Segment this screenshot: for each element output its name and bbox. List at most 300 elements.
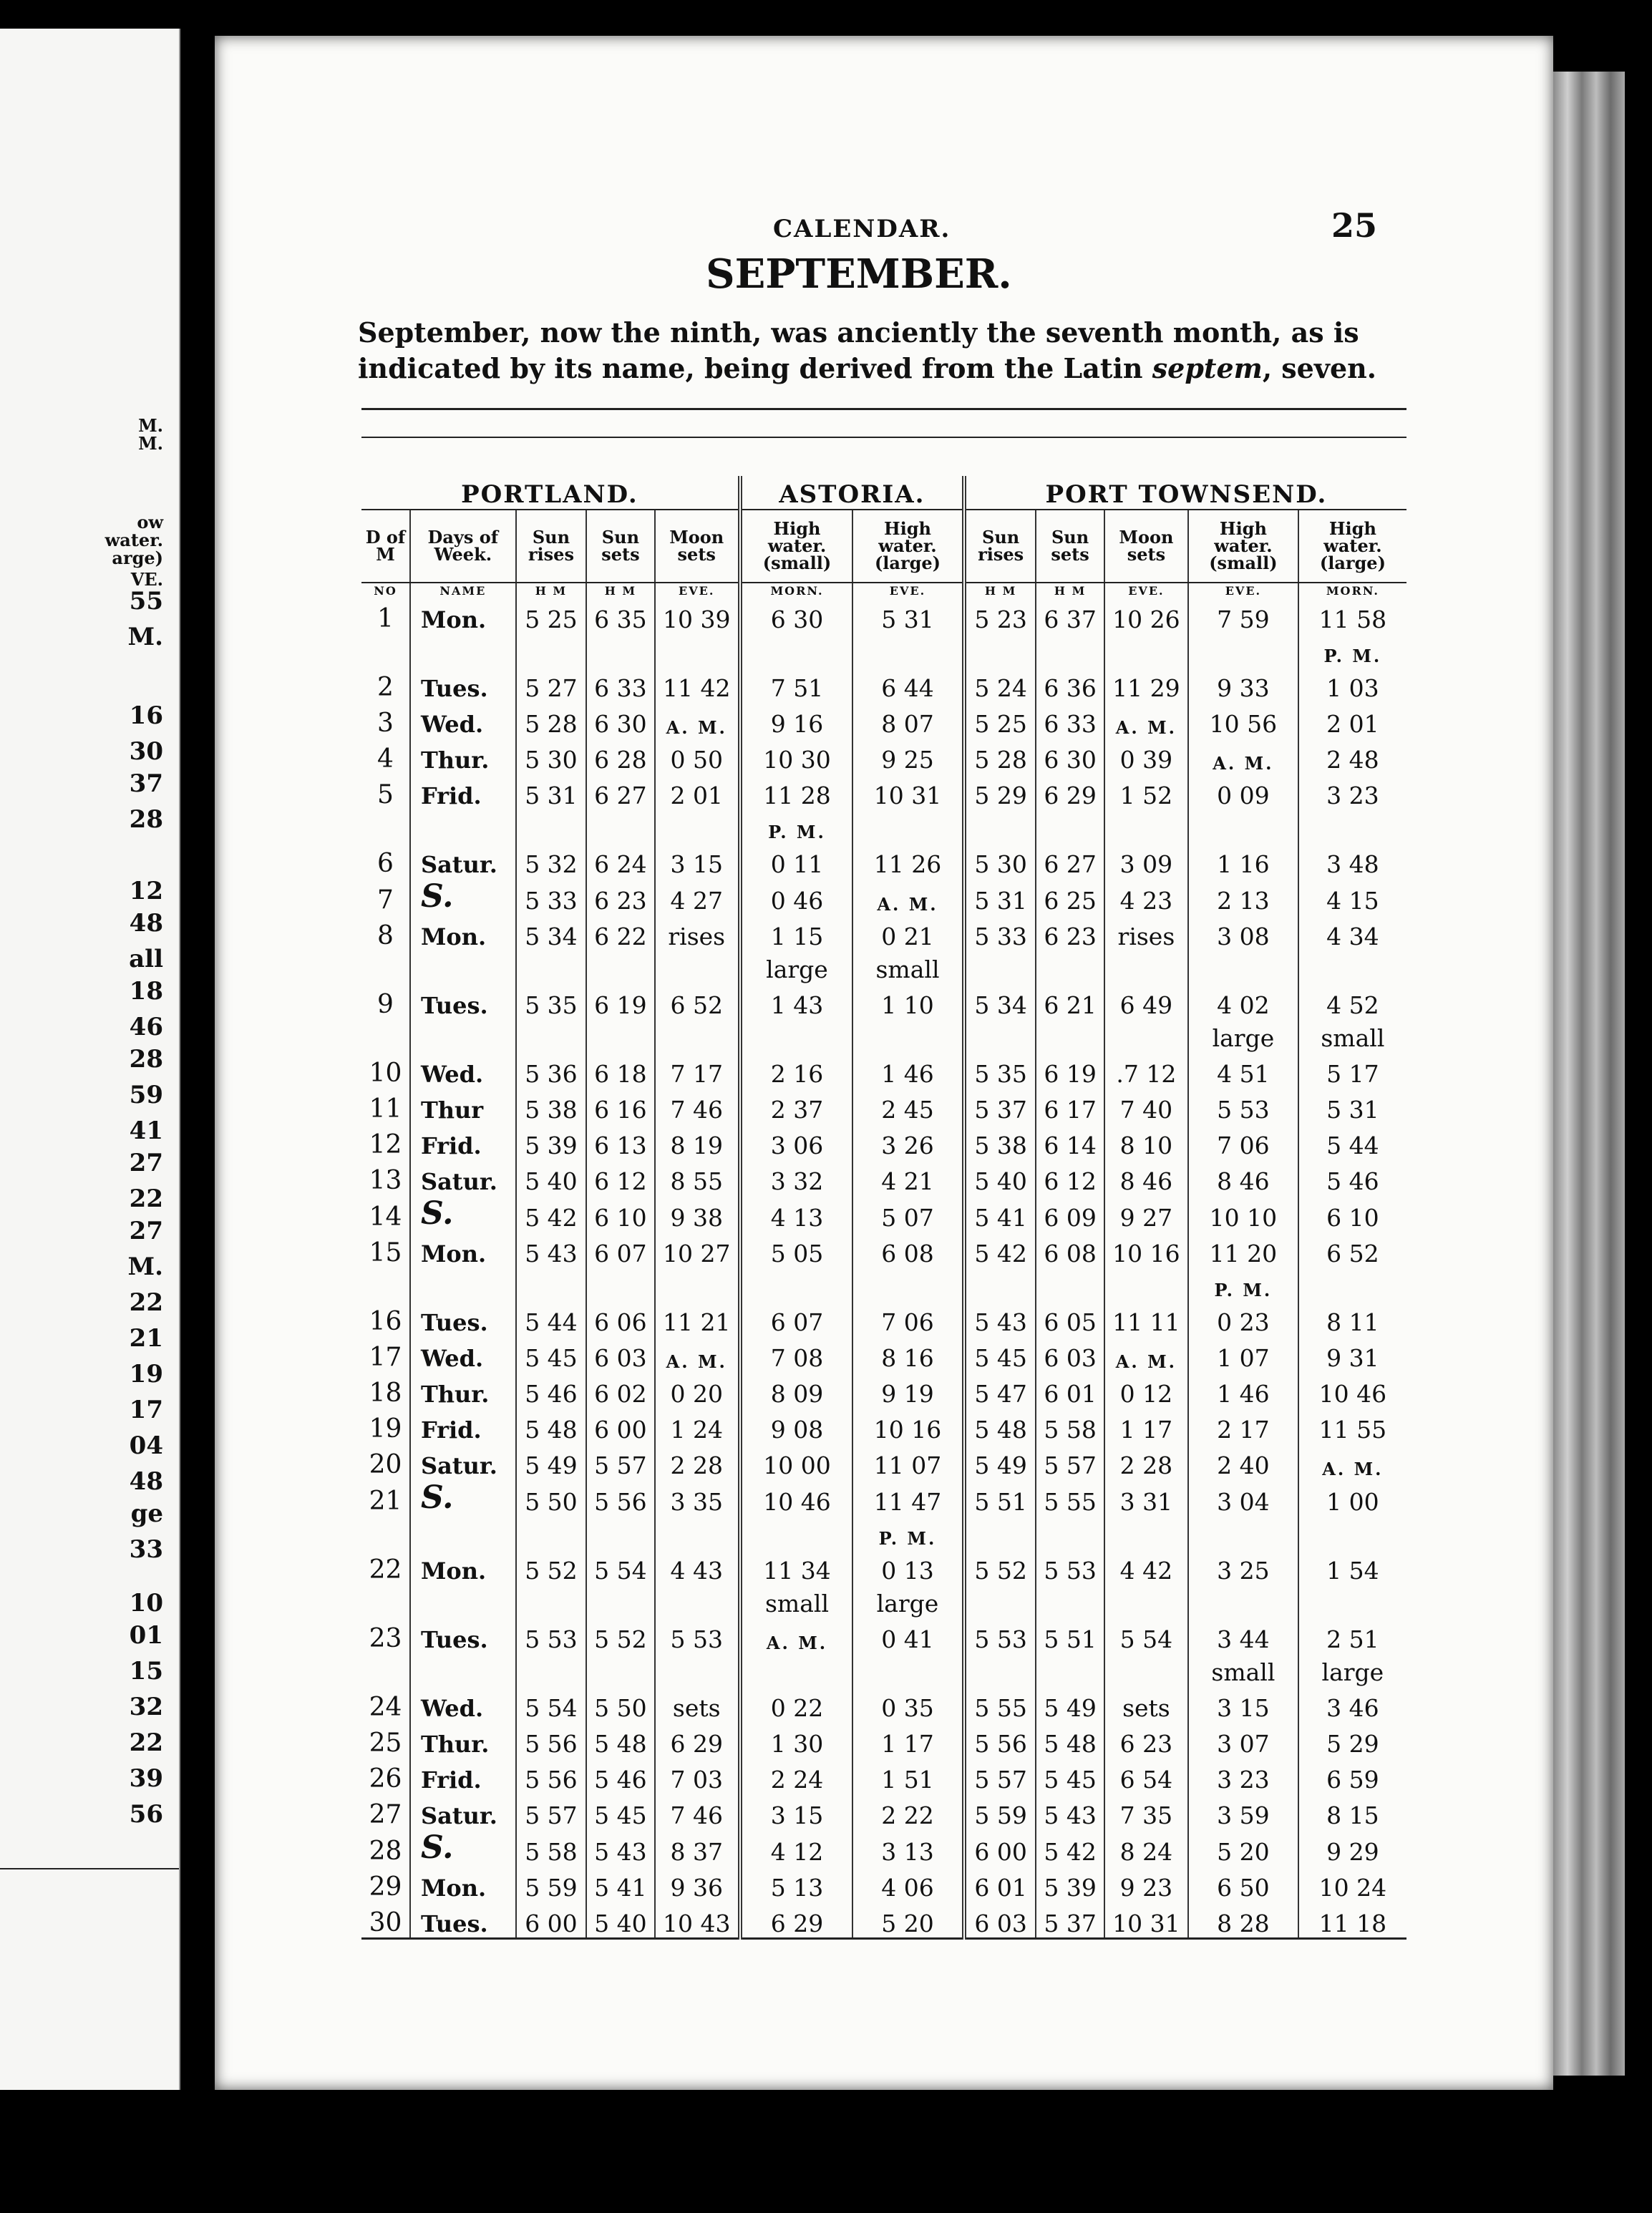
pt-high-water-small: 11 20	[1188, 1232, 1298, 1268]
pt-moon-sets	[1104, 1653, 1188, 1686]
portland-sun-sets: 6 30	[586, 702, 654, 738]
table-sub-row	[361, 1268, 1406, 1300]
pt-sun-sets	[1036, 1019, 1104, 1052]
pt-moon-sets: A. M.	[1104, 702, 1188, 738]
previous-page-fragment: 56	[129, 1800, 163, 1829]
pt-high-water-large	[1298, 1516, 1406, 1549]
pt-high-water-large: 11 55	[1298, 1408, 1406, 1444]
pt-moon-sets: 8 10	[1104, 1124, 1188, 1159]
portland-sun-rises: 5 40	[516, 1159, 587, 1195]
portland-sun-sets: 6 22	[586, 915, 654, 950]
portland-sun-sets	[586, 1268, 654, 1300]
portland-sun-sets: 6 35	[586, 598, 654, 633]
table-row	[361, 1372, 1406, 1408]
portland-sun-rises: 5 33	[516, 878, 587, 915]
unit-eve: EVE.	[1104, 583, 1188, 598]
day-of-month	[361, 1268, 410, 1300]
pt-moon-sets: 0 39	[1104, 738, 1188, 774]
pt-moon-sets: 8 46	[1104, 1159, 1188, 1195]
day-of-month: 29	[369, 1872, 402, 1902]
col-pt-hw-small: High water. (small)	[1188, 510, 1298, 583]
day-of-month: 17	[369, 1343, 402, 1372]
pt-high-water-large: 11 58	[1298, 598, 1406, 633]
pt-high-water-small: 10 56	[1188, 702, 1298, 738]
pt-high-water-large: 5 17	[1298, 1052, 1406, 1088]
portland-sun-rises: 5 56	[516, 1722, 587, 1758]
table-row	[361, 1758, 1406, 1794]
table-row	[361, 1794, 1406, 1829]
pt-sun-rises: 5 42	[964, 1232, 1036, 1268]
portland-moon-sets: 9 38	[655, 1195, 740, 1232]
previous-page-edge	[0, 29, 180, 2090]
pt-high-water-large	[1298, 1268, 1406, 1300]
portland-sun-sets: 6 10	[586, 1195, 654, 1232]
table-row	[361, 1902, 1406, 1939]
astoria-high-water-large: 2 45	[852, 1088, 964, 1124]
day-of-month: 21	[369, 1487, 402, 1516]
pt-moon-sets: 10 26	[1104, 598, 1188, 633]
pt-moon-sets: sets	[1104, 1686, 1188, 1722]
previous-page-fragment: 01	[129, 1621, 163, 1650]
astoria-high-water-large	[852, 633, 964, 666]
pt-high-water-small: 3 59	[1188, 1794, 1298, 1829]
day-of-week: Tues.	[410, 666, 516, 702]
day-of-week: Tues.	[410, 1902, 516, 1939]
portland-moon-sets: 10 43	[655, 1902, 740, 1939]
pt-moon-sets	[1104, 1268, 1188, 1300]
pt-sun-rises	[964, 1516, 1036, 1549]
pt-sun-sets: 6 27	[1036, 842, 1104, 878]
day-of-week	[410, 1019, 516, 1052]
pt-sun-rises: 5 28	[964, 738, 1036, 774]
pt-sun-rises: 5 30	[964, 842, 1036, 878]
pt-high-water-large: A. M.	[1298, 1444, 1406, 1479]
pt-sun-sets	[1036, 950, 1104, 983]
astoria-high-water-large: 3 13	[852, 1829, 964, 1866]
portland-sun-sets: 6 03	[586, 1336, 654, 1372]
pt-high-water-small: 8 46	[1188, 1159, 1298, 1195]
pt-high-water-small: 2 13	[1188, 878, 1298, 915]
portland-moon-sets: 8 19	[655, 1124, 740, 1159]
table-sub-row	[361, 1585, 1406, 1618]
pt-sun-rises: 5 43	[964, 1300, 1036, 1336]
pt-high-water-small: 1 07	[1188, 1336, 1298, 1372]
pt-high-water-small: P. M.	[1188, 1268, 1298, 1300]
pt-moon-sets	[1104, 1585, 1188, 1618]
pt-moon-sets: 9 23	[1104, 1866, 1188, 1902]
astoria-high-water-small: 5 05	[740, 1232, 852, 1268]
table-sub-row	[361, 950, 1406, 983]
day-of-week	[410, 1268, 516, 1300]
portland-moon-sets: 6 52	[655, 983, 740, 1019]
pt-sun-sets: 6 19	[1036, 1052, 1104, 1088]
astoria-high-water-large: 0 21	[852, 915, 964, 950]
table-sub-row	[361, 809, 1406, 842]
pt-high-water-large: 3 23	[1298, 774, 1406, 809]
astoria-high-water-small	[740, 1019, 852, 1052]
day-of-week: Frid.	[410, 1124, 516, 1159]
pt-sun-rises	[964, 1585, 1036, 1618]
pt-high-water-large: 4 15	[1298, 878, 1406, 915]
pt-sun-sets: 5 58	[1036, 1408, 1104, 1444]
day-of-week: Mon.	[410, 915, 516, 950]
portland-sun-sets: 6 28	[586, 738, 654, 774]
pt-high-water-small	[1188, 950, 1298, 983]
day-of-week: Satur.	[410, 842, 516, 878]
pt-high-water-small: A. M.	[1188, 738, 1298, 774]
day-of-month: 19	[369, 1414, 402, 1444]
unit-name: NAME	[410, 583, 516, 598]
pt-high-water-large: large	[1298, 1653, 1406, 1686]
table-row	[361, 598, 1406, 633]
pt-high-water-large: 1 03	[1298, 666, 1406, 702]
astoria-high-water-large: 9 19	[852, 1372, 964, 1408]
pt-sun-sets	[1036, 1516, 1104, 1549]
day-of-month: 4	[377, 744, 394, 774]
pt-high-water-small: 7 59	[1188, 598, 1298, 633]
portland-moon-sets: 3 35	[655, 1479, 740, 1516]
portland-sun-sets: 6 07	[586, 1232, 654, 1268]
portland-moon-sets: 7 03	[655, 1758, 740, 1794]
pt-sun-rises: 5 33	[964, 915, 1036, 950]
pt-high-water-large: 11 18	[1298, 1902, 1406, 1939]
portland-sun-sets: 6 06	[586, 1300, 654, 1336]
astoria-high-water-small: 5 13	[740, 1866, 852, 1902]
day-of-week	[410, 633, 516, 666]
pt-sun-sets: 5 43	[1036, 1794, 1104, 1829]
pt-sun-rises: 5 56	[964, 1722, 1036, 1758]
pt-high-water-small	[1188, 809, 1298, 842]
portland-sun-rises: 5 58	[516, 1829, 587, 1866]
day-of-month: 15	[369, 1238, 402, 1268]
pt-high-water-small: 3 04	[1188, 1479, 1298, 1516]
pt-moon-sets: 10 16	[1104, 1232, 1188, 1268]
astoria-high-water-large: 5 31	[852, 598, 964, 633]
pt-sun-rises	[964, 1653, 1036, 1686]
pt-moon-sets: 4 42	[1104, 1549, 1188, 1585]
day-of-week: S.	[410, 878, 516, 915]
pt-sun-sets: 6 01	[1036, 1372, 1104, 1408]
portland-moon-sets: 11 21	[655, 1300, 740, 1336]
day-of-week: Thur.	[410, 1722, 516, 1758]
table-row	[361, 1722, 1406, 1758]
pt-moon-sets: A. M.	[1104, 1336, 1188, 1372]
portland-sun-sets: 5 46	[586, 1758, 654, 1794]
pt-sun-rises	[964, 1268, 1036, 1300]
portland-moon-sets	[655, 1268, 740, 1300]
day-of-week: Mon.	[410, 1866, 516, 1902]
astoria-high-water-small: A. M.	[740, 1618, 852, 1653]
day-of-month: 25	[369, 1728, 402, 1758]
unit-eve: EVE.	[655, 583, 740, 598]
col-astoria-hw-large: High water. (large)	[852, 510, 964, 583]
day-of-week: S.	[410, 1479, 516, 1516]
table-row	[361, 1159, 1406, 1195]
day-of-week	[410, 1585, 516, 1618]
pt-moon-sets: 7 40	[1104, 1088, 1188, 1124]
previous-page-fragment: 39	[129, 1764, 163, 1793]
day-of-week: Thur.	[410, 1372, 516, 1408]
pt-sun-rises: 5 34	[964, 983, 1036, 1019]
col-pt-hw-large: High water. (large)	[1298, 510, 1406, 583]
unit-no: NO	[374, 584, 397, 598]
pt-sun-rises: 5 35	[964, 1052, 1036, 1088]
pt-sun-sets: 6 08	[1036, 1232, 1104, 1268]
portland-sun-sets	[586, 950, 654, 983]
table-row	[361, 1124, 1406, 1159]
portland-sun-sets: 5 54	[586, 1549, 654, 1585]
portland-sun-sets	[586, 1653, 654, 1686]
portland-sun-sets: 5 52	[586, 1618, 654, 1653]
previous-page-fragment: 46	[129, 1013, 163, 1041]
previous-page-fragment: 27	[129, 1217, 163, 1245]
calendar-page	[215, 36, 1553, 2090]
pt-moon-sets	[1104, 809, 1188, 842]
pt-high-water-large: 3 46	[1298, 1686, 1406, 1722]
pt-moon-sets: 5 54	[1104, 1618, 1188, 1653]
pt-high-water-large: small	[1298, 1019, 1406, 1052]
day-of-month: 12	[369, 1130, 402, 1159]
unit-eve: EVE.	[852, 583, 964, 598]
astoria-high-water-large: 5 07	[852, 1195, 964, 1232]
unit-hm: H M	[586, 583, 654, 598]
pt-moon-sets: 2 28	[1104, 1444, 1188, 1479]
portland-sun-rises: 5 35	[516, 983, 587, 1019]
pt-high-water-large: 1 00	[1298, 1479, 1406, 1516]
portland-moon-sets	[655, 1019, 740, 1052]
day-of-month	[361, 1516, 410, 1549]
col-pt-sun-rises: Sun rises	[964, 510, 1036, 583]
day-of-week: Frid.	[410, 1408, 516, 1444]
portland-sun-rises: 5 34	[516, 915, 587, 950]
table-row	[361, 1408, 1406, 1444]
pt-moon-sets	[1104, 633, 1188, 666]
pt-moon-sets: 10 31	[1104, 1902, 1188, 1939]
previous-page-fragment: 04	[129, 1431, 163, 1460]
pt-sun-rises: 5 29	[964, 774, 1036, 809]
pt-high-water-large: 9 31	[1298, 1336, 1406, 1372]
pt-high-water-large: P. M.	[1298, 633, 1406, 666]
portland-sun-sets: 6 12	[586, 1159, 654, 1195]
pt-sun-rises: 5 47	[964, 1372, 1036, 1408]
day-of-month: 14	[369, 1202, 402, 1232]
astoria-high-water-small: 7 08	[740, 1336, 852, 1372]
pt-moon-sets: 6 49	[1104, 983, 1188, 1019]
col-portland-sun-sets: Sun sets	[586, 510, 654, 583]
astoria-high-water-small: 2 37	[740, 1088, 852, 1124]
astoria-high-water-small: 11 34	[740, 1549, 852, 1585]
pt-sun-sets: 5 45	[1036, 1758, 1104, 1794]
portland-moon-sets	[655, 809, 740, 842]
previous-page-fragment: 18	[129, 977, 163, 1006]
day-of-week: Wed.	[410, 1336, 516, 1372]
pt-high-water-large	[1298, 809, 1406, 842]
astoria-high-water-small: 2 24	[740, 1758, 852, 1794]
portland-moon-sets: 4 27	[655, 878, 740, 915]
previous-page-fragment: M.	[127, 623, 163, 651]
pt-high-water-small	[1188, 1516, 1298, 1549]
portland-moon-sets: 5 53	[655, 1618, 740, 1653]
pt-sun-sets: 5 48	[1036, 1722, 1104, 1758]
place-portland: PORTLAND.	[361, 476, 740, 510]
pt-moon-sets: 0 12	[1104, 1372, 1188, 1408]
pt-sun-rises: 6 01	[964, 1866, 1036, 1902]
previous-page-fragment: M.	[138, 415, 163, 436]
astoria-high-water-large: 3 26	[852, 1124, 964, 1159]
portland-sun-rises: 5 39	[516, 1124, 587, 1159]
previous-page-fragment: water.	[105, 530, 163, 550]
previous-page-fragment: 10	[129, 1589, 163, 1618]
astoria-high-water-small: 0 22	[740, 1686, 852, 1722]
portland-sun-rises	[516, 1585, 587, 1618]
previous-page-fragment: 28	[129, 805, 163, 834]
day-of-week: Wed.	[410, 1686, 516, 1722]
astoria-high-water-small: large	[740, 950, 852, 983]
astoria-high-water-large: 1 17	[852, 1722, 964, 1758]
pt-sun-rises: 5 49	[964, 1444, 1036, 1479]
day-of-week: Satur.	[410, 1444, 516, 1479]
portland-sun-rises: 5 32	[516, 842, 587, 878]
previous-page-fragment: M.	[127, 1253, 163, 1281]
table-row	[361, 1618, 1406, 1653]
portland-sun-rises: 5 48	[516, 1408, 587, 1444]
col-day-of-month: D of M	[361, 510, 410, 583]
portland-moon-sets	[655, 633, 740, 666]
portland-moon-sets: 7 46	[655, 1088, 740, 1124]
previous-page-fragment: 16	[129, 701, 163, 730]
col-day-of-week: Days of Week.	[410, 510, 516, 583]
pt-high-water-large: 3 48	[1298, 842, 1406, 878]
table-row	[361, 774, 1406, 809]
day-of-month: 9	[377, 990, 394, 1019]
day-of-month: 11	[369, 1094, 402, 1124]
unit-morn: MORN.	[1298, 583, 1406, 598]
table-row	[361, 1300, 1406, 1336]
portland-sun-sets: 6 00	[586, 1408, 654, 1444]
unit-eve: EVE.	[1188, 583, 1298, 598]
top-rule	[361, 408, 1406, 410]
astoria-high-water-large	[852, 1653, 964, 1686]
pt-sun-sets	[1036, 1653, 1104, 1686]
pt-sun-rises: 5 52	[964, 1549, 1036, 1585]
portland-sun-rises: 5 36	[516, 1052, 587, 1088]
pt-high-water-large: 10 24	[1298, 1866, 1406, 1902]
table-row	[361, 983, 1406, 1019]
pt-moon-sets: .7 12	[1104, 1052, 1188, 1088]
portland-sun-rises	[516, 809, 587, 842]
intro-paragraph	[358, 315, 1389, 386]
pt-moon-sets: 1 17	[1104, 1408, 1188, 1444]
pt-sun-sets: 5 51	[1036, 1618, 1104, 1653]
pt-moon-sets	[1104, 1516, 1188, 1549]
day-of-week: Frid.	[410, 1758, 516, 1794]
day-of-month: 5	[377, 780, 394, 809]
pt-moon-sets: 11 11	[1104, 1300, 1188, 1336]
table-row	[361, 1549, 1406, 1585]
astoria-high-water-small: 10 46	[740, 1479, 852, 1516]
table-row	[361, 702, 1406, 738]
day-of-month: 3	[377, 709, 394, 738]
col-portland-sun-rises: Sun rises	[516, 510, 587, 583]
astoria-high-water-large: 5 20	[852, 1902, 964, 1939]
astoria-high-water-large: 0 35	[852, 1686, 964, 1722]
portland-sun-sets: 5 50	[586, 1686, 654, 1722]
astoria-high-water-large: 9 25	[852, 738, 964, 774]
pt-moon-sets: 4 23	[1104, 878, 1188, 915]
day-of-month: 24	[369, 1693, 402, 1722]
day-of-week	[410, 950, 516, 983]
astoria-high-water-large: P. M.	[852, 1516, 964, 1549]
previous-page-fragment: 33	[129, 1535, 163, 1564]
pt-moon-sets	[1104, 950, 1188, 983]
pt-sun-rises: 5 48	[964, 1408, 1036, 1444]
pt-high-water-large: 10 46	[1298, 1372, 1406, 1408]
astoria-high-water-small: 3 15	[740, 1794, 852, 1829]
astoria-high-water-small: 6 07	[740, 1300, 852, 1336]
pt-high-water-large: 8 15	[1298, 1794, 1406, 1829]
table-row	[361, 915, 1406, 950]
day-of-month	[361, 950, 410, 983]
pt-sun-rises	[964, 809, 1036, 842]
portland-moon-sets: 9 36	[655, 1866, 740, 1902]
day-of-month: 28	[369, 1837, 402, 1866]
table-row	[361, 842, 1406, 878]
portland-sun-rises: 5 42	[516, 1195, 587, 1232]
portland-moon-sets: 7 46	[655, 1794, 740, 1829]
day-of-month: 7	[377, 885, 394, 915]
portland-sun-rises: 5 30	[516, 738, 587, 774]
astoria-high-water-large: 1 10	[852, 983, 964, 1019]
day-of-month: 23	[369, 1624, 402, 1653]
pt-sun-rises	[964, 950, 1036, 983]
pt-sun-rises: 5 38	[964, 1124, 1036, 1159]
day-of-week: Mon.	[410, 1232, 516, 1268]
pt-high-water-small: 1 46	[1188, 1372, 1298, 1408]
day-of-week: Wed.	[410, 702, 516, 738]
pt-sun-sets: 6 33	[1036, 702, 1104, 738]
previous-page-fragment: M.	[138, 433, 163, 454]
portland-sun-sets: 6 13	[586, 1124, 654, 1159]
page-number: 25	[1331, 206, 1378, 245]
col-pt-sun-sets: Sun sets	[1036, 510, 1104, 583]
portland-moon-sets: 11 42	[655, 666, 740, 702]
pt-high-water-large: 4 34	[1298, 915, 1406, 950]
pt-high-water-large	[1298, 950, 1406, 983]
pt-sun-sets: 5 39	[1036, 1866, 1104, 1902]
day-of-month: 18	[369, 1378, 402, 1408]
pt-high-water-large: 2 51	[1298, 1618, 1406, 1653]
table-row	[361, 1866, 1406, 1902]
pt-sun-sets: 6 21	[1036, 983, 1104, 1019]
unit-morn: MORN.	[740, 583, 852, 598]
portland-moon-sets: 1 24	[655, 1408, 740, 1444]
table-row	[361, 1829, 1406, 1866]
portland-sun-rises	[516, 633, 587, 666]
pt-sun-sets: 5 37	[1036, 1902, 1104, 1939]
day-of-month: 27	[369, 1800, 402, 1829]
astoria-high-water-large: 10 16	[852, 1408, 964, 1444]
astoria-high-water-small: 0 11	[740, 842, 852, 878]
previous-page-rule	[0, 1868, 179, 1869]
pt-sun-rises: 5 37	[964, 1088, 1036, 1124]
pt-high-water-small: 0 23	[1188, 1300, 1298, 1336]
pt-sun-rises: 5 31	[964, 878, 1036, 915]
astoria-high-water-small: 9 08	[740, 1408, 852, 1444]
portland-moon-sets: 0 20	[655, 1372, 740, 1408]
table-row	[361, 1686, 1406, 1722]
astoria-high-water-small: 11 28	[740, 774, 852, 809]
portland-sun-rises: 5 28	[516, 702, 587, 738]
